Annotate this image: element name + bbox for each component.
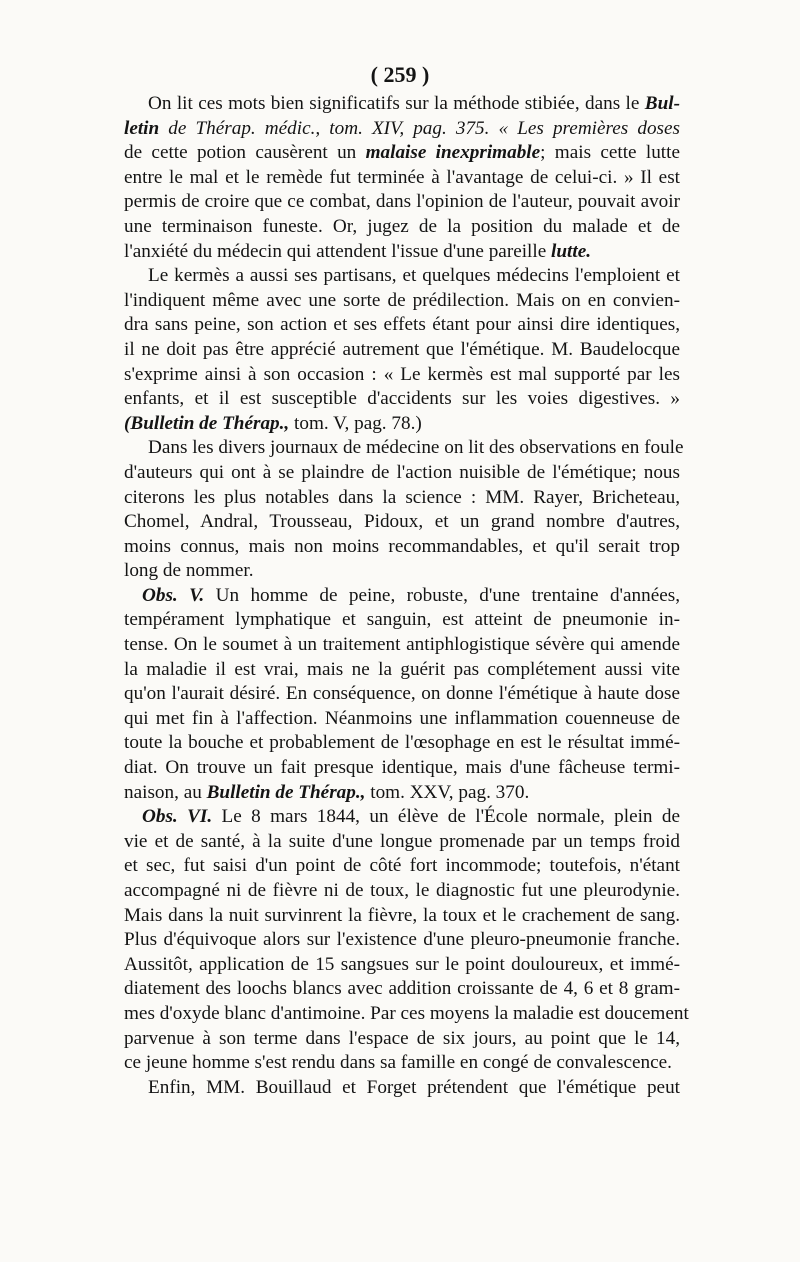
text-line: accompagné ni de fièvre ni de toux, le diagnostic fut une pleurodynie. (124, 880, 680, 901)
text-line: ce jeune homme s'est rendu dans sa famille en congé de convalescence. (124, 1052, 672, 1074)
text-line: naison, au Bulletin de Thérap., tom. XXV, pag. 370. (124, 781, 530, 803)
text-line: Obs. VI. Le 8 mars 1844, un élève de l'École normale, plein de (142, 806, 680, 828)
text-line: diatement des loochs blancs avec addition croissante de 4, 6 et 8 gram- (124, 978, 680, 1000)
observation-label: Obs. VI. (142, 806, 213, 828)
text-line: tempérament lymphatique et sanguin, est atteint de pneumonie in- (124, 609, 680, 631)
text-line: letin de Thérap. médic., tom. XIV, pag. 375. « Les premières doses (124, 117, 680, 139)
page-body (124, 92, 689, 1100)
text-line: Plus d'équivoque alors sur l'existence d'une pleuro-pneumonie franche. (124, 929, 680, 951)
text-line: s'exprime ainsi à son occasion : « Le kermès est mal supporté par les (124, 363, 680, 385)
text-line: Obs. V. Un homme de peine, robuste, d'une trentaine d'années, (142, 584, 681, 606)
paragraph-1 (124, 92, 680, 264)
observation-6 (124, 805, 689, 1076)
text-line: (Bulletin de Thérap., tom. V, pag. 78.) (124, 412, 422, 434)
text-line: Le kermès a aussi ses partisans, et quelques médecins l'emploient et (148, 265, 680, 287)
text-line: toute la bouche et probablement de l'œsophage en est le résultat immé- (124, 732, 680, 754)
observation-5 (124, 584, 680, 805)
text-line: qui met fin à l'affection. Néanmoins une inflammation couenneuse de (124, 707, 680, 729)
text-line: Aussitôt, application de 15 sangsues sur le point douloureux, et immé- (124, 953, 680, 975)
text-line: et sec, fut saisi d'un point de côté fort incommode; toutefois, n'étant (124, 855, 680, 877)
text-line: la maladie il est vrai, mais ne la guérit pas complétement aussi vite (124, 658, 680, 680)
text-line: permis de croire que ce combat, dans l'opinion de l'auteur, pouvait avoir (124, 191, 680, 213)
text-line: enfants, et il est susceptible d'accidents sur les voies digestives. » (124, 388, 680, 410)
text-line: dra sans peine, son action et ses effets étant pour ainsi dire identiques, (124, 314, 680, 336)
text-line: On lit ces mots bien significatifs sur la méthode stibiée, dans le Bul- (148, 93, 680, 114)
paragraph-final (124, 1076, 680, 1101)
text-line: vie et de santé, à la suite d'une longue promenade par un temps froid (124, 830, 680, 852)
text-line: il ne doit pas être apprécié autrement que l'émétique. M. Baudelocque (124, 338, 680, 360)
text-line: long de nommer. (124, 560, 254, 582)
text-line: mes d'oxyde blanc d'antimoine. Par ces moyens la maladie est doucement (124, 1002, 689, 1024)
text-line: l'anxiété du médecin qui attendent l'issue d'une pareille lutte. (124, 240, 592, 262)
observation-label: Obs. V. (142, 584, 205, 606)
text-line: Mais dans la nuit survinrent la fièvre, la toux et le crachement de sang. (124, 904, 680, 926)
paragraph-3 (124, 436, 684, 584)
text-line: entre le mal et le remède fut terminée à l'avantage de celui-ci. » Il est (124, 166, 680, 188)
text-line: de cette potion causèrent un malaise inexprimable; mais cette lutte (124, 142, 680, 164)
text-line: d'auteurs qui ont à se plaindre de l'action nuisible de l'émétique; nous (124, 461, 680, 483)
text-line: diat. On trouve un fait presque identique, mais d'une fâcheuse termi- (124, 757, 680, 779)
paragraph-2 (124, 264, 680, 436)
text-line: Dans les divers journaux de médecine on lit des observations en foule (148, 437, 684, 459)
text-line: l'indiquent même avec une sorte de prédilection. Mais on en convien- (124, 289, 680, 311)
text-line: citerons les plus notables dans la science : MM. Rayer, Bricheteau, (124, 486, 680, 508)
text-line: Enfin, MM. Bouillaud et Forget prétendent que l'émétique peut (148, 1076, 680, 1098)
text-line: parvenue à son terme dans l'espace de six jours, au point que le 14, (124, 1027, 680, 1049)
page-number: ( 259 ) (370, 62, 430, 87)
text-line: une terminaison funeste. Or, jugez de la position du malade et de (124, 215, 680, 237)
text-line: Chomel, Andral, Trousseau, Pidoux, et un grand nombre d'autres, (124, 511, 680, 533)
text-line: moins connus, mais non moins recommandables, et qu'il serait trop (124, 535, 680, 557)
text-line: qu'on l'aurait désiré. En conséquence, on donne l'émétique à haute dose (124, 683, 680, 705)
text-line: tense. On le soumet à un traitement antiphlogistique sévère qui amende (124, 634, 680, 656)
